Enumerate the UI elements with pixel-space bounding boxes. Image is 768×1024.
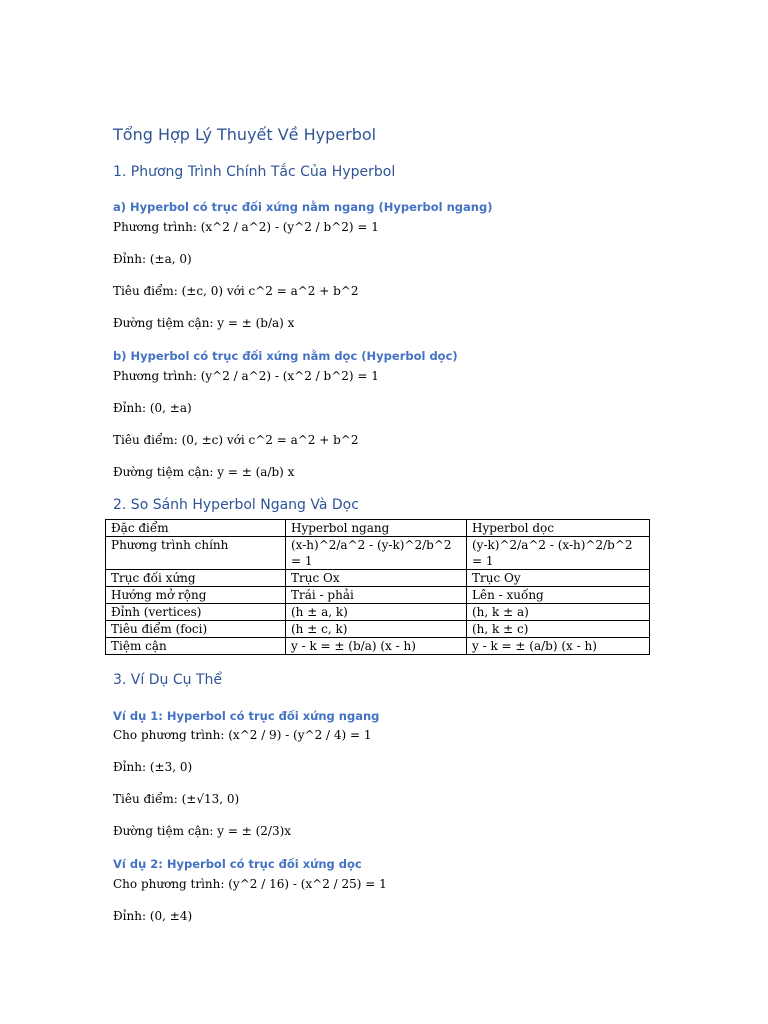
subheading-a: a) Hyperbol có trục đối xứng nằm ngang (Hyperbol ngang): [113, 200, 493, 214]
table-row: [106, 537, 650, 570]
example-1-asymptote: Đường tiệm cận: y = ± (2/3)x: [113, 824, 292, 838]
example-1-equation: Cho phương trình: (x^2 / 9) - (y^2 / 4) = 1: [113, 728, 372, 742]
paragraph-vertex-a: Đỉnh: (±a, 0): [113, 252, 192, 266]
example-2-heading: Ví dụ 2: Hyperbol có trục đối xứng dọc: [113, 857, 362, 871]
section-1-heading: 1. Phương Trình Chính Tắc Của Hyperbol: [113, 164, 396, 180]
table-cell: Phương trình chính: [106, 537, 286, 570]
table-cell: y - k = ± (a/b) (x - h): [467, 638, 650, 655]
example-1-heading: Ví dụ 1: Hyperbol có trục đối xứng ngang: [113, 709, 380, 723]
subheading-b: b) Hyperbol có trục đối xứng nằm dọc (Hyperbol dọc): [113, 349, 458, 363]
table-cell: (h ± c, k): [286, 621, 467, 638]
table-cell: Đỉnh (vertices): [106, 604, 286, 621]
comparison-table: [105, 519, 650, 655]
table-header-cell: Hyperbol ngang: [286, 520, 467, 537]
table-cell: y - k = ± (b/a) (x - h): [286, 638, 467, 655]
table-cell: Hướng mở rộng: [106, 587, 286, 604]
table-cell: Tiệm cận: [106, 638, 286, 655]
table-cell: Trục Oy: [467, 570, 650, 587]
section-2-heading: 2. So Sánh Hyperbol Ngang Và Dọc: [113, 497, 359, 513]
example-2-equation: Cho phương trình: (y^2 / 16) - (x^2 / 25) = 1: [113, 877, 387, 891]
table-row: [106, 587, 650, 604]
table-cell: (y-k)^2/a^2 - (x-h)^2/b^2 = 1: [467, 537, 650, 570]
table-cell: Tiêu điểm (foci): [106, 621, 286, 638]
example-1-vertex: Đỉnh: (±3, 0): [113, 760, 193, 774]
paragraph-asymptote-a: Đường tiệm cận: y = ± (b/a) x: [113, 316, 295, 330]
paragraph-asymptote-b: Đường tiệm cận: y = ± (a/b) x: [113, 465, 295, 479]
paragraph-focus-a: Tiêu điểm: (±c, 0) với c^2 = a^2 + b^2: [113, 284, 359, 298]
table-cell: (h, k ± c): [467, 621, 650, 638]
document-title: Tổng Hợp Lý Thuyết Về Hyperbol: [113, 125, 377, 144]
paragraph-focus-b: Tiêu điểm: (0, ±c) với c^2 = a^2 + b^2: [113, 433, 359, 447]
table-cell: Trái - phải: [286, 587, 467, 604]
table-header-cell: Hyperbol dọc: [467, 520, 650, 537]
table-cell: (h, k ± a): [467, 604, 650, 621]
table-header-row: [106, 520, 650, 537]
example-2-vertex: Đỉnh: (0, ±4): [113, 909, 193, 923]
paragraph-equation-a: Phương trình: (x^2 / a^2) - (y^2 / b^2) = 1: [113, 220, 379, 234]
table-cell: (x-h)^2/a^2 - (y-k)^2/b^2 = 1: [286, 537, 467, 570]
table-header-cell: Đặc điểm: [106, 520, 286, 537]
table-cell: Lên - xuống: [467, 587, 650, 604]
paragraph-equation-b: Phương trình: (y^2 / a^2) - (x^2 / b^2) = 1: [113, 369, 379, 383]
section-3-heading: 3. Ví Dụ Cụ Thể: [113, 672, 222, 688]
table-row: [106, 621, 650, 638]
example-1-focus: Tiêu điểm: (±√13, 0): [113, 792, 240, 806]
table-cell: Trục đối xứng: [106, 570, 286, 587]
table-cell: (h ± a, k): [286, 604, 467, 621]
table-cell: Trục Ox: [286, 570, 467, 587]
table-row: [106, 638, 650, 655]
paragraph-vertex-b: Đỉnh: (0, ±a): [113, 401, 192, 415]
table-row: [106, 570, 650, 587]
table-row: [106, 604, 650, 621]
